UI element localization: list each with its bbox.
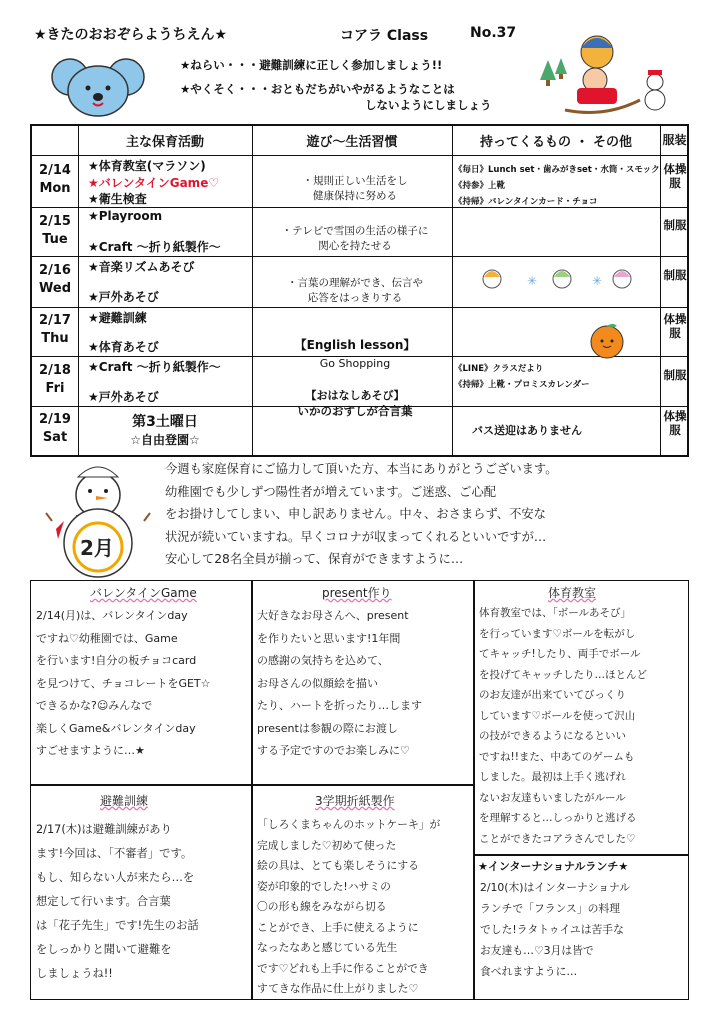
school-name: ★きたのおおぞらようちえん★ <box>34 27 228 43</box>
pe-text: 体育教室では、「ボールあそび」 を行っています♡ボールを転がし てキャッチ!したり、両手でボール を投げてキャッチしたり…ほとんど のお友達が出来ていてびっくり しています♡ボールを使って沢山 の技ができるようになるといい ですね!!また、中あてのゲームも しました。最初は上手く逃げれ ないお友達もいましたがルール を理解すると…しっかりと逃げる ことができたコアラさんでした♡ <box>479 607 647 845</box>
story-title: 【おはなしあそび】 <box>305 389 405 402</box>
svg-text:✳: ✳ <box>592 274 603 288</box>
lunch-text: 2/10(木)はインターナショナル ランチで「フランス」の料理 でした!ラタトゥイユは苦手な お友達も…♡3月は皆で 食べれますように… <box>480 881 631 978</box>
activity-item: 第3土曜日 <box>132 414 198 430</box>
col-header-uniform: 服装 <box>662 133 687 147</box>
activity-item: ☆自由登園☆ <box>130 433 200 447</box>
bring-item: 《持帰》上靴・プロミスカレンダー <box>454 380 590 390</box>
col-header-bring: 持ってくるもの ・ その他 <box>479 135 633 150</box>
promise-text-2: しないようにしましょう <box>365 98 492 112</box>
valentine-text: 2/14(月)は、バレンタインday ですね♡幼稚園では、Game を行います!自分の板チョコcard を見つけて、チョコレートをGET☆ できるかな?☺みんなで 楽しくGame&バレンタインday すごせますように…★ <box>36 609 211 757</box>
activity-item: ★体育教室(マラソン) <box>88 159 206 173</box>
play-item: ・言葉の理解ができ、伝言や 応答をはっきりする <box>286 277 424 304</box>
children-snow-illustration <box>472 263 642 299</box>
uniform-cell: 制服 <box>663 218 687 232</box>
activity-item: ★Playroom <box>88 209 163 223</box>
section-title: present作り <box>322 586 392 600</box>
drill-text: 2/17(木)は避難訓練があり ます!今回は、「不審者」です。 もし、知らない人が来たら…を 想定して行います。合言葉 は「花子先生」です!先生のお話 をしっかりと聞いて避難を しましょうね!! <box>36 823 199 980</box>
play-item: ・規則正しい生活をし 健康保持に努める <box>302 175 408 202</box>
promise-text-1: ★やくそく・・・おともだちがいやがるようなことは <box>180 82 455 96</box>
section-title: 3学期折紙製作 <box>315 794 395 808</box>
uniform-cell: 制服 <box>663 368 687 382</box>
month-badge: 2月 <box>80 536 114 560</box>
koala-illustration <box>50 55 146 117</box>
activity-item: ★Craft ～折り紙製作～ <box>88 240 221 254</box>
date-cell: 2/19 Sat <box>39 412 71 445</box>
date-cell: 2/14 Mon <box>39 163 71 196</box>
present-text: 大好きなお母さんへ、present を作りたいと思います!1年間 の感謝の気持ちを込めて、 お母さんの似顔絵を描い たり、ハートを折ったり…します presentは参観の際にお渡し する予定ですのでお楽しみに♡ <box>257 609 422 757</box>
uniform-cell: 体操服 <box>663 409 687 437</box>
section-title: 体育教室 <box>548 586 597 600</box>
winter-sledding-illustration <box>535 30 685 116</box>
bring-item: 《持帰》バレンタインカード・チョコ <box>454 197 598 207</box>
date-cell: 2/17 Thu <box>39 313 71 346</box>
activity-item: ★衛生検査 <box>88 192 147 206</box>
english-lesson-topic: Go Shopping <box>319 357 391 370</box>
date-cell: 2/18 Fri <box>39 363 71 396</box>
date-cell: 2/15 Tue <box>39 214 71 247</box>
section-title: 避難訓練 <box>100 794 149 808</box>
activity-item: ★音楽リズムあそび <box>88 260 195 274</box>
bring-item: 《持参》上靴 <box>454 181 506 191</box>
orange-illustration <box>587 320 627 360</box>
issue-number: No.37 <box>470 25 517 41</box>
bring-item: バス送迎はありません <box>472 424 582 437</box>
activity-item: ★戸外あそび <box>88 290 159 304</box>
weekly-schedule-table <box>30 124 689 457</box>
col-header-activities: 主な保育活動 <box>125 135 204 150</box>
section-title: ★インターナショナルランチ★ <box>478 860 629 873</box>
uniform-cell: 制服 <box>663 268 687 282</box>
class-name: コアラ Class <box>340 28 429 44</box>
activity-item: ★バレンタインGame♡ <box>88 176 220 190</box>
craft-text: 「しろくまちゃんのホットケーキ」が 完成しました♡初めて使った 絵の具は、とても楽しそうにする 姿が印象的でした!ハサミの 〇の形も線をみながら切る ことができ、上手に使えるように なったなあと感じている先生 です♡どれも上手に作ることができ すてきな作品に仕上がりました♡ <box>257 818 441 995</box>
activity-item: ★Craft ～折り紙製作～ <box>88 360 221 374</box>
intro-message: 今週も家庭保育にご協力して頂いた方、本当にありがとうございます。 幼稚園でも少しずつ陽性者が増えています。ご迷惑、ご心配 をお掛けしてしまい、申し訳ありません。中々、おさまらず、不安な 状況が続いていますね。早くコロナが収まってくれるといいですが… 安心して28名全員が揃って、保育ができますように… <box>165 462 558 566</box>
goal-text: ★ねらい・・・避難訓練に正しく参加しましょう!! <box>180 58 443 72</box>
english-lesson-title: 【English lesson】 <box>294 338 416 352</box>
uniform-cell: 体操服 <box>663 312 687 340</box>
col-header-play: 遊び～生活習慣 <box>306 135 398 150</box>
activity-item: ★体育あそび <box>88 340 159 354</box>
story-topic: いかのおすしが合言葉 <box>297 404 413 418</box>
activity-item: ★戸外あそび <box>88 390 159 404</box>
bring-item: 《LINE》クラスだより <box>454 364 544 374</box>
play-item: ・テレビで雪国の生活の様子に 関心を持たせる <box>281 225 429 252</box>
section-title: バレンタインGame <box>90 586 197 600</box>
activity-item: ★避難訓練 <box>88 311 147 325</box>
svg-text:✳: ✳ <box>527 274 538 288</box>
uniform-cell: 体操服 <box>663 162 687 190</box>
date-cell: 2/16 Wed <box>39 263 71 296</box>
bring-item: 《毎日》Lunch set・歯みがきset・水筒・スモック <box>454 165 660 175</box>
